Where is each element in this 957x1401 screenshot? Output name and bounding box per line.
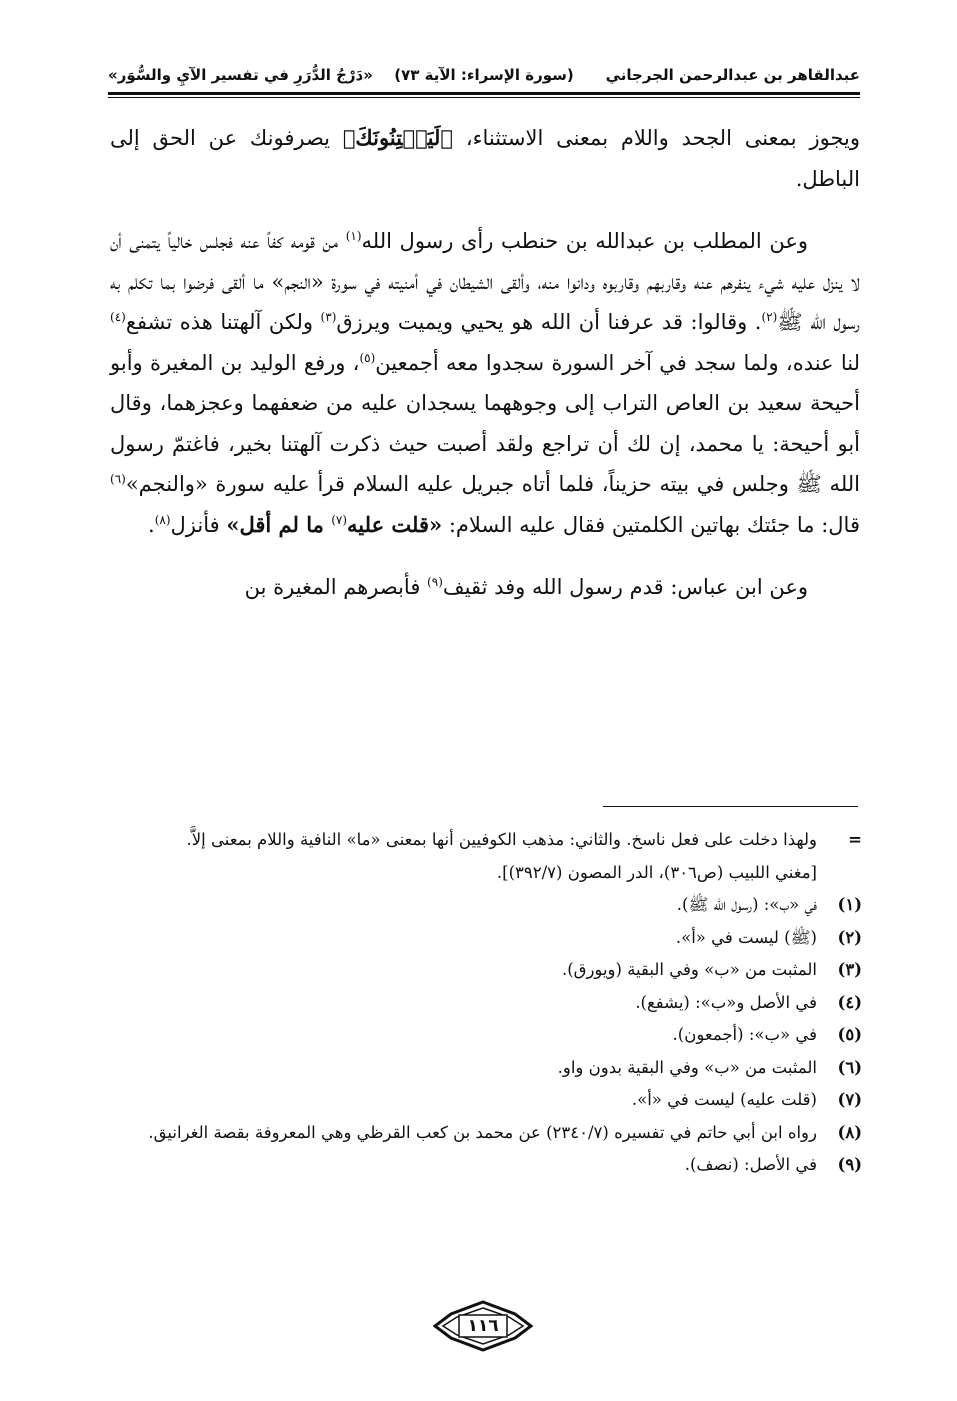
footnote-item (110, 1117, 862, 1150)
running-header (108, 56, 860, 92)
footnote-number: (٧) (837, 1090, 862, 1109)
text: فأنزل (170, 512, 227, 537)
paragraph-1 (110, 118, 860, 199)
footnote-ref-2[interactable]: (٢) (761, 310, 778, 324)
paragraph-3 (110, 567, 860, 608)
continuation-text: ولهذا دخلت على فعل ناسخ. والثاني: مذهب الكوفيين أنها بمعنى «ما» النافية واللام بمعنى إلاَّ. (186, 830, 817, 849)
text: ولكن آلهتنا هذه تشفع (125, 310, 321, 334)
footnote-ref-5[interactable]: (٥) (359, 350, 376, 365)
footnote-ref-1[interactable]: (١) (345, 229, 362, 243)
footnote-text: في «ب»: (أجمعون). (672, 1025, 817, 1044)
main-text (110, 118, 860, 608)
text: لنا عنده، ولما سجد في آخر السورة سجدوا معه أجمعين (375, 350, 860, 375)
footnote-item (110, 1019, 862, 1052)
footnote-text: المثبت من «ب» وفي البقية بدون واو. (557, 1057, 817, 1077)
text: من قومه كفاً عنه فجلس خالياً يتمنى أن لا ينزل عليه شيء ينفرهم عنه وقاربهم وقاربوه ودانوا منه، وألقى الشيطان في أمنيته في سورة «النجم» ما ألقى فرضوا بما تكلم به رسول الله ﷺ (110, 229, 861, 334)
text: . وقالوا: قد عرفنا أن الله هو يحيي ويميت ويرزق (336, 310, 762, 334)
footnotes (110, 824, 862, 1182)
footnote-number: (٥) (837, 1025, 862, 1044)
footnote-number: (١) (837, 895, 862, 914)
footnote-text: المثبت من «ب» وفي البقية (ويورق). (561, 960, 817, 979)
footnote-text (110, 824, 817, 889)
footnote-text: رواه ابن أبي حاتم في تفسيره (٢٣٤٠/٧) عن محمد بن كعب القرظي وهي المعروفة بقصة الغرانيق. (148, 1122, 817, 1142)
footnote-item (110, 922, 862, 955)
footnote-ref-3[interactable]: (٣) (320, 310, 337, 324)
footnote-number: (٨) (837, 1122, 862, 1142)
text: يصرفونك عن الحق إلى الباطل. (110, 126, 860, 191)
footnote-separator (603, 806, 858, 807)
footnote-item (110, 954, 862, 987)
footnote-text: (ﷺ) ليست في «أ». (675, 927, 817, 947)
footnote-item (110, 1052, 862, 1085)
footnote-number: (٩) (837, 1155, 862, 1174)
footnote-ref-4[interactable]: (٤) (110, 310, 126, 324)
bold-quote: «قلت عليه (347, 511, 443, 537)
text: ويجوز بمعنى الجحد واللام بمعنى الاستثناء، (453, 126, 860, 150)
footnote-text: (قلت عليه) ليست في «أ». (631, 1090, 817, 1109)
footnote-text: في الأصل: (نصف). (684, 1155, 817, 1174)
paragraph-2 (110, 221, 860, 545)
text: وعن المطلب بن عبدالله بن حنطب رأى رسول الله (361, 229, 808, 253)
footnote-item (110, 1084, 862, 1117)
footnote-item (110, 889, 862, 922)
footnote-number: (٢) (837, 927, 862, 947)
continuation-marker: = (848, 830, 862, 849)
header-author: عبدالقاهر بن عبدالرحمن الجرجاني (605, 66, 860, 84)
footnote-ref-9[interactable]: (٩) (427, 575, 443, 589)
bold-quote: ما لم أقل» (226, 511, 332, 537)
text: . (148, 512, 155, 537)
header-book-title: «دَرْجُ الدُّرَرِ في تفسير الآيِ والسُّوَر» (108, 66, 373, 84)
quran-quote: ﴿لَيَفۡتِنُونَكَ﴾ (342, 125, 454, 150)
page-number: ١١٦ (467, 1316, 499, 1336)
continuation-source: [مغني اللبيب (ص٣٠٦)، الدر المصون (٣٩٢/٧)]. (496, 862, 817, 882)
footnote-ref-6[interactable]: (٦) (110, 472, 126, 486)
footnote-item (110, 1149, 862, 1182)
header-rule-thin (108, 97, 860, 98)
footnote-ref-8[interactable]: (٨) (154, 512, 171, 527)
footnote-ref-7[interactable]: (٧) (331, 512, 348, 527)
text: قال: ما جئتك بهاتين الكلمتين فقال عليه السلام: (442, 512, 860, 537)
footnote-text: في الأصل و«ب»: (يشفع). (635, 992, 817, 1012)
text: فأبصرهم المغيرة بن (244, 575, 428, 599)
header-surah-reference: (سورة الإسراء: الآية ٧٣) (394, 66, 574, 84)
footnote-number: (٣) (837, 960, 862, 979)
footnote-number: (٤) (837, 992, 862, 1012)
footnote-continuation (110, 824, 862, 889)
header-rule-thick (108, 92, 860, 95)
text: وعن ابن عباس: قدم رسول الله وفد ثقيف (442, 575, 808, 599)
footnote-text: في «ب»: (رسول الله ﷺ). (676, 895, 817, 914)
text: ، ورفع الوليد بن المغيرة وأبو أحيحة سعيد بن العاص التراب إلى وجوههما يسجدان عليه من ضعفهما وعجزهما، وقال أبو أحيحة: يا محمد، إن لك أن تراجع ولقد أصبت حيث ذكرت آلهتنا بخير، فاغتمّ رسول الله ﷺ وجلس في بيته حزيناً، فلما أتاه جبريل عليه السلام قرأ عليه سورة «والنجم» (110, 350, 860, 496)
footnote-item (110, 987, 862, 1020)
footnote-number: (٦) (837, 1057, 862, 1077)
